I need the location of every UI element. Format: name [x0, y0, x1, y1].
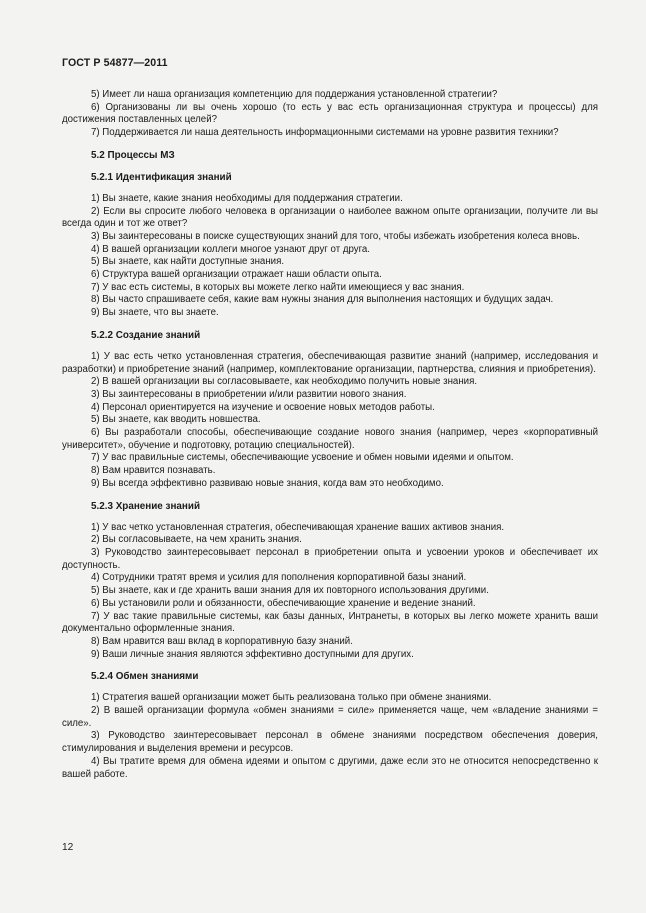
list-item: 1) Вы знаете, какие знания необходимы для поддержания стратегии. — [91, 192, 403, 204]
list-item: 6) Вы разработали способы, обеспечивающие создание нового знания (например, через «корпоративный университет», обучение и подготовку, ротацию специальностей). — [62, 427, 598, 451]
intro-item: 7) Поддерживается ли наша деятельность информационными системами на уровне развития техники? — [91, 127, 559, 139]
list-item: 2) Если вы спросите любого человека в организации о наиболее важном опыте организации, получите ли вы всегда один и тот же ответ? — [62, 205, 598, 230]
list-item: 9) Вы знаете, что вы знаете. — [91, 307, 219, 319]
list-item: 4) Сотрудники тратят время и усилия для пополнения корпоративной базы знаний. — [91, 572, 467, 584]
document-header: ГОСТ Р 54877—2011 — [62, 57, 168, 69]
list-item: 1) Стратегия вашей организации может быть реализована только при обмене знаниями. — [91, 692, 492, 704]
list-item: 9) Вы всегда эффективно развиваю новые знания, когда вам это необходимо. — [91, 477, 444, 489]
intro-item: 5) Имеет ли наша организация компетенцию для поддержания установленной стратегии? — [91, 89, 498, 100]
list-item: 3) Руководство заинтересовывает персонал в приобретении опыта и усвоении уроков и обеспечивает их доступность. — [62, 546, 598, 571]
list-item: 2) В вашей организации вы согласовываете, как необходимо получить новые знания. — [91, 376, 478, 388]
list-item: 3) Вы заинтересованы в поиске существующих знаний для того, чтобы избежать изобретения колеса вновь. — [91, 230, 580, 242]
subsection-title: 5.2.4 Обмен знаниями — [91, 671, 199, 683]
section-title: 5.2 Процессы МЗ — [91, 149, 175, 161]
subsection-title: 5.2.2 Создание знаний — [91, 329, 201, 341]
list-item: 2) В вашей организации формула «обмен знаниями = силе» применяется чаще, чем «владение знаниями = силе». — [62, 705, 598, 729]
list-item: 1) У вас есть четко установленная стратегия, обеспечивающая развитие знаний (например, исследования и разработки) и приобретение знаний (например, комплектование организации, партнерства, слияния и приобретения). — [62, 350, 598, 375]
list-item: 4) Персонал ориентируется на изучение и освоение новых методов работы. — [91, 401, 435, 413]
subsection-title: 5.2.3 Хранение знаний — [91, 500, 201, 512]
list-item: 5) Вы знаете, как вводить новшества. — [91, 414, 261, 426]
list-item: 1) У вас четко установленная стратегия, обеспечивающая хранение ваших активов знания. — [91, 521, 505, 533]
list-item: 5) Вы знаете, как и где хранить ваши знания для их повторного использования другими. — [91, 585, 489, 597]
list-item: 8) Вам нравится ваш вклад в корпоративную базу знаний. — [91, 635, 353, 647]
list-item: 7) У вас такие правильные системы, как базы данных, Интранеты, в которых вы легко можете хранить ваши документально оформленные знания. — [62, 610, 598, 635]
list-item: 6) Вы установили роли и обязанности, обеспечивающие хранение и ведение знаний. — [91, 597, 476, 609]
list-item: 7) У вас есть системы, в которых вы можете легко найти имеющиеся у вас знания. — [91, 281, 465, 293]
list-item: 3) Руководство заинтересовывает персонал в обмене знаниями посредством обеспечения доверия, стимулирования и выделения времени и ресурсов. — [62, 730, 598, 755]
subsection-title: 5.2.1 Идентификация знаний — [91, 171, 232, 183]
list-item: 8) Вам нравится познавать. — [91, 465, 216, 477]
list-item: 8) Вы часто спрашиваете себя, какие вам нужны знания для выполнения настоящих и будущих задач. — [91, 294, 554, 306]
list-item: 7) У вас правильные системы, обеспечивающие усвоение и обмен новыми идеями и опытом. — [91, 452, 514, 464]
list-item: 4) Вы тратите время для обмена идеями и опытом с другими, даже если это не относится непосредственно к вашей работе. — [62, 755, 598, 780]
list-item: 4) В вашей организации коллеги многое узнают друг от друга. — [91, 243, 371, 255]
list-item: 2) Вы согласовываете, на чем хранить знания. — [91, 534, 302, 546]
list-item: 9) Ваши личные знания являются эффективно доступными для других. — [91, 648, 414, 660]
list-item: 5) Вы знаете, как найти доступные знания. — [91, 256, 285, 268]
list-item: 6) Структура вашей организации отражает наши области опыта. — [91, 269, 382, 281]
page-number: 12 — [62, 842, 74, 853]
intro-item: 6) Организованы ли вы очень хорошо (то есть у вас есть организационная структура и процессы) для достижения поставленных целей? — [62, 101, 598, 126]
document-body — [62, 89, 598, 781]
list-item: 3) Вы заинтересованы в приобретении и/или развитии нового знания. — [91, 388, 407, 400]
